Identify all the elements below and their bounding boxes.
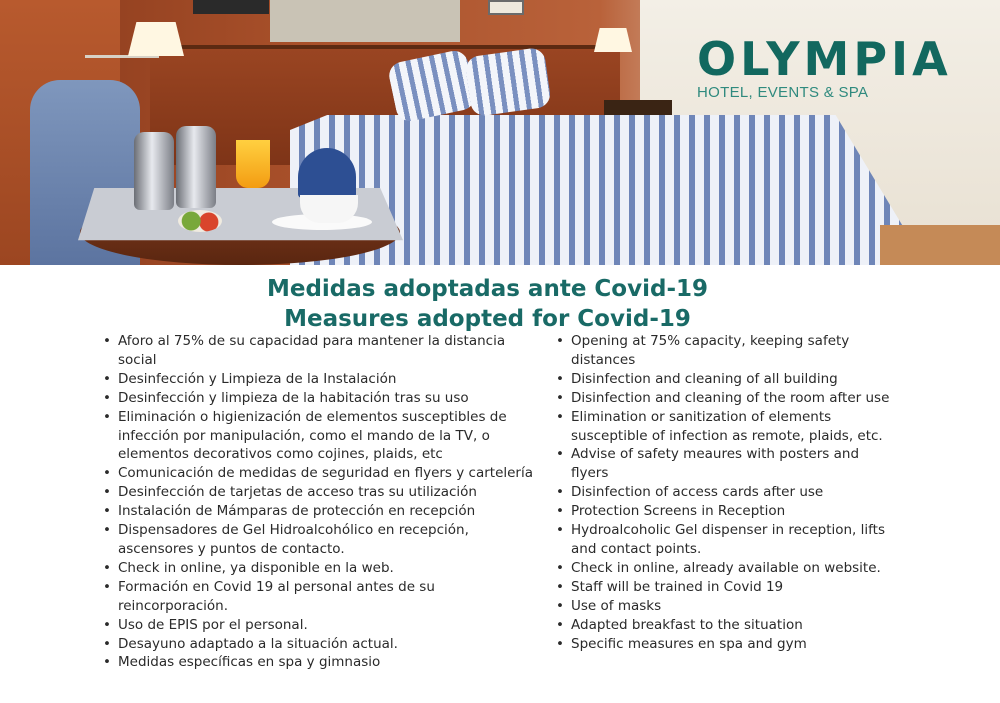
- bullet-icon: •: [103, 503, 111, 520]
- bullet-icon: •: [556, 408, 564, 425]
- list-item: [553, 635, 898, 654]
- napkin: [298, 148, 356, 198]
- measures-list-english: [553, 332, 898, 653]
- bullet-icon: •: [556, 389, 564, 406]
- list-item: [100, 332, 545, 370]
- logo-wordmark: OLYMPIA: [697, 32, 952, 86]
- list-item: [100, 521, 545, 559]
- measure-text: Desinfección y limpieza de la habitación tras su uso: [118, 389, 469, 406]
- measure-text: Dispensadores de Gel Hidroalcohólico en recepción, ascensores y puntos de contacto.: [118, 522, 469, 557]
- television: [193, 0, 269, 14]
- measure-text: Formación en Covid 19 al personal antes de su reincorporación.: [118, 578, 435, 614]
- bullet-icon: •: [556, 616, 564, 633]
- pillow: [464, 47, 552, 118]
- list-item: [553, 445, 898, 483]
- heading-spanish: Medidas adoptadas ante Covid-19: [266, 276, 709, 302]
- measure-text: Specific measures en spa and gym: [571, 635, 807, 652]
- bullet-icon: •: [103, 654, 111, 671]
- list-item: [553, 370, 898, 389]
- picture-frame: [488, 0, 524, 15]
- list-item: [100, 653, 545, 672]
- measure-text: Protection Screens in Reception: [571, 503, 786, 520]
- list-item: [553, 521, 898, 559]
- bullet-icon: •: [103, 408, 111, 425]
- coffee-pot: [134, 132, 174, 210]
- measure-text: Disinfection of access cards after use: [571, 484, 824, 501]
- bullet-icon: •: [556, 370, 564, 387]
- bullet-icon: •: [556, 559, 564, 576]
- mirror: [270, 0, 460, 42]
- bullet-icon: •: [103, 522, 111, 539]
- bullet-icon: •: [556, 578, 564, 595]
- measure-text: Desinfección de tarjetas de acceso tras su utilización: [118, 484, 477, 501]
- list-item: [100, 370, 545, 389]
- list-item: [553, 332, 898, 370]
- bullet-icon: •: [556, 446, 564, 463]
- list-item: [100, 389, 545, 408]
- bullet-icon: •: [103, 465, 111, 482]
- measure-text: Check in online, already available on website.: [571, 559, 881, 576]
- measure-text: Opening at 75% capacity, keeping safety distances: [571, 333, 850, 368]
- coffee-pot: [176, 126, 216, 208]
- measures-list-spanish: [100, 332, 545, 672]
- list-item: [100, 635, 545, 654]
- bullet-icon: •: [556, 597, 564, 614]
- bullet-icon: •: [556, 484, 564, 501]
- list-item: [553, 502, 898, 521]
- measure-text: Aforo al 75% de su capacidad para mantener la distancia social: [118, 333, 506, 368]
- measure-text: Desayuno adaptado a la situación actual.: [118, 635, 398, 652]
- measure-text: Eliminación o higienización de elementos susceptibles de infección por manipulación, como el mando de la TV, o elementos decorativos como cojines, plaids, etc: [118, 408, 507, 463]
- measure-text: Medidas específicas en spa y gimnasio: [118, 654, 381, 671]
- wall-lamp-right: [594, 28, 632, 52]
- measure-text: Desinfección y Limpieza de la Instalación: [118, 370, 397, 387]
- measure-text: Instalación de Mámparas de protección en recepción: [118, 503, 476, 520]
- bullet-icon: •: [103, 484, 111, 501]
- list-item: [100, 616, 545, 635]
- heading-english: Measures adopted for Covid-19: [284, 306, 691, 332]
- measure-text: Advise of safety meaures with posters and flyers: [571, 446, 860, 482]
- bullet-icon: •: [556, 503, 564, 520]
- measure-text: Disinfection and cleaning of all building: [571, 370, 838, 387]
- list-item: [553, 559, 898, 578]
- bullet-icon: •: [103, 578, 111, 595]
- wall-lamp-left: [128, 22, 184, 56]
- list-item: [100, 408, 545, 465]
- orange-juice-glass: [236, 140, 270, 188]
- coffee-cup: [300, 195, 358, 223]
- measure-text: Staff will be trained in Covid 19: [571, 578, 784, 595]
- fruit-plate: [178, 210, 222, 232]
- measure-text: Adapted breakfast to the situation: [571, 616, 803, 633]
- bullet-icon: •: [103, 333, 111, 349]
- bullet-icon: •: [103, 389, 111, 406]
- list-item: [100, 483, 545, 502]
- bullet-icon: •: [103, 559, 111, 576]
- list-item: [553, 483, 898, 502]
- bullet-icon: •: [103, 635, 111, 652]
- bullet-icon: •: [103, 370, 111, 387]
- olympia-logo: [697, 32, 967, 102]
- list-item: [100, 464, 545, 483]
- measure-text: Uso de EPIS por el personal.: [118, 616, 308, 633]
- measure-text: Comunicación de medidas de seguridad en flyers y cartelería: [118, 465, 533, 482]
- bullet-icon: •: [103, 616, 111, 633]
- measure-text: Check in online, ya disponible en la web.: [118, 559, 394, 576]
- bullet-icon: •: [556, 635, 564, 652]
- measure-text: Use of masks: [571, 597, 662, 614]
- list-item: [553, 408, 898, 446]
- list-item: [100, 559, 545, 578]
- measure-text: Hydroalcoholic Gel dispenser in reception, lifts and contact points.: [571, 522, 885, 557]
- list-item: [553, 616, 898, 635]
- list-item: [100, 578, 545, 616]
- bullet-icon: •: [556, 333, 564, 349]
- list-item: [100, 502, 545, 521]
- logo-tagline: HOTEL, EVENTS & SPA: [697, 84, 869, 101]
- wooden-floor: [880, 225, 1000, 265]
- measure-text: Elimination or sanitization of elements susceptible of infection as remote, plaids, etc.: [571, 408, 883, 444]
- list-item: [553, 389, 898, 408]
- list-item: [553, 578, 898, 597]
- measure-text: Disinfection and cleaning of the room after use: [571, 389, 890, 406]
- list-item: [553, 597, 898, 616]
- bullet-icon: •: [556, 522, 564, 539]
